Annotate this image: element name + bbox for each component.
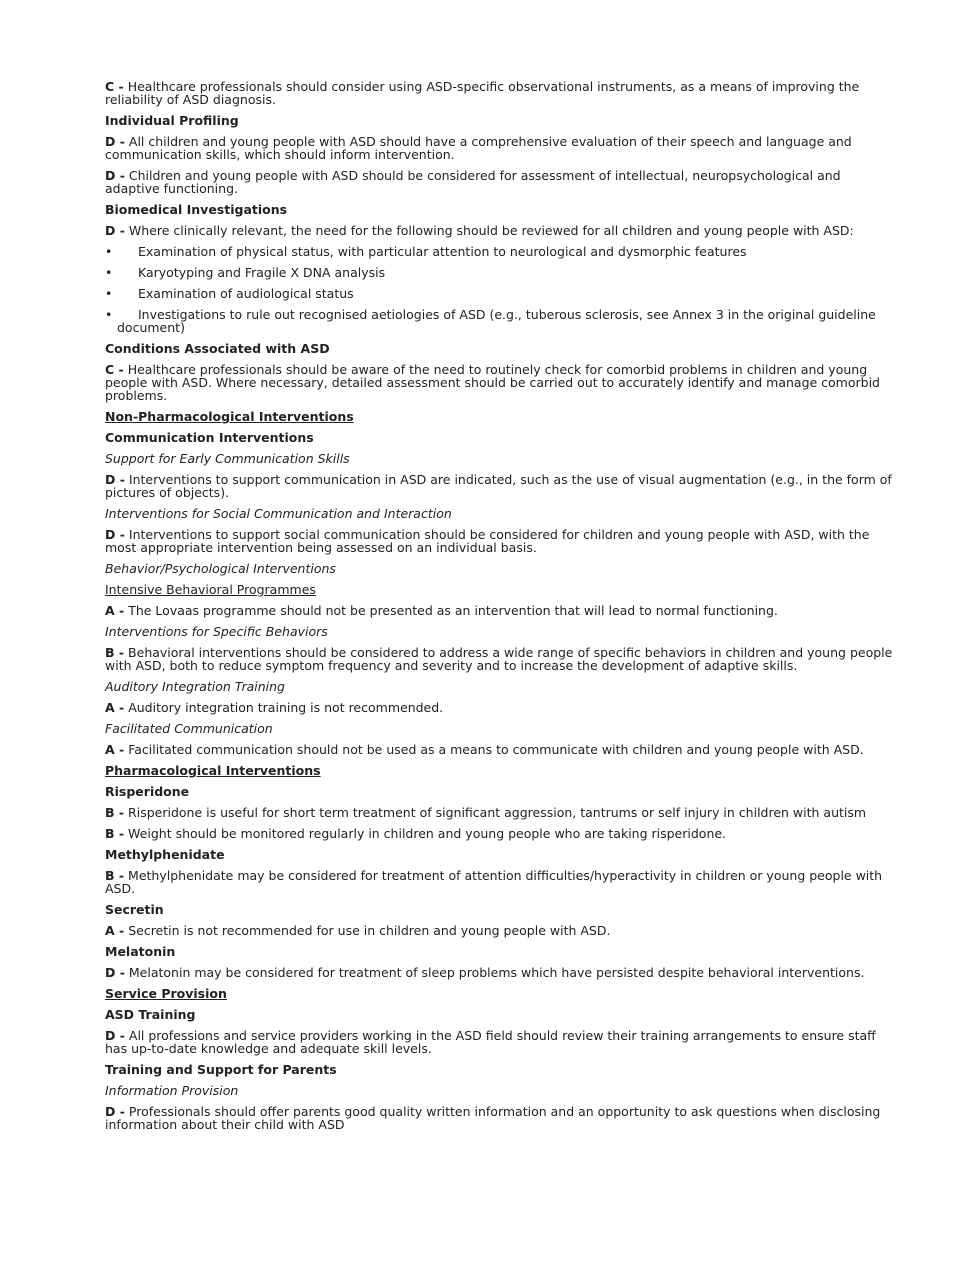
recommendation-paragraph [105,604,895,617]
major-section-heading: Pharmacological Interventions [105,763,321,778]
grade-label: D - [105,527,125,542]
recommendation-text: Interventions to support social communication should be considered for children and young people with ASD, with the most appropriate intervention being assessed on an individual basis. [105,527,870,555]
section-heading: Training and Support for Parents [105,1062,337,1077]
grade-label: C - [105,362,124,377]
section-heading: Conditions Associated with ASD [105,341,330,356]
list-item [105,287,895,300]
section-heading: Communication Interventions [105,430,314,445]
recommendation-text: Auditory integration training is not recommended. [124,700,444,715]
grade-label: B - [105,645,125,660]
bullet-icon: • [105,265,113,280]
recommendation-paragraph [105,743,895,756]
recommendation-paragraph [105,924,895,937]
list-item-text: Examination of audiological status [138,286,354,301]
major-section-heading: Service Provision [105,986,227,1001]
subsection-heading: Interventions for Specific Behaviors [105,624,328,639]
recommendation-text: Interventions to support communication in ASD are indicated, such as the use of visual augmentation (e.g., in the form of pictures of objects). [105,472,892,500]
list-item-text: Investigations to rule out recognised aetiologies of ASD (e.g., tuberous sclerosis, see Annex 3 in the original guideline document) [117,307,876,335]
bullet-icon: • [105,244,113,259]
grade-label: A - [105,603,125,618]
subsubsection-heading: Intensive Behavioral Programmes [105,582,316,597]
section-heading: Secretin [105,902,164,917]
recommendation-paragraph [105,869,895,895]
subsection-heading: Behavior/Psychological Interventions [105,561,336,576]
recommendation-paragraph [105,135,895,161]
subsection-heading: Interventions for Social Communication and Interaction [105,506,452,521]
list-item [105,266,895,279]
subsection-heading: Information Provision [105,1083,239,1098]
recommendation-text: Risperidone is useful for short term treatment of significant aggression, tantrums or self injury in children with autism [124,805,867,820]
recommendation-paragraph [105,806,895,819]
recommendation-text: All children and young people with ASD should have a comprehensive evaluation of their speech and language and communication skills, which should inform intervention. [105,134,852,162]
grade-label: A - [105,923,125,938]
subsection-heading: Facilitated Communication [105,721,273,736]
recommendation-text: Weight should be monitored regularly in children and young people who are taking risperidone. [124,826,727,841]
grade-label: D - [105,1028,125,1043]
recommendation-text: All professions and service providers working in the ASD field should review their training arrangements to ensure staff has up-to-date knowledge and adequate skill levels. [105,1028,876,1056]
grade-label: D - [105,472,125,487]
section-heading: Individual Profiling [105,113,239,128]
bullet-list [105,245,895,334]
grade-label: B - [105,868,125,883]
section-heading: Risperidone [105,784,190,799]
section-heading: Biomedical Investigations [105,202,288,217]
recommendation-text: Professionals should offer parents good quality written information and an opportunity to ask questions when disclosing information about their child with ASD [105,1104,881,1132]
grade-label: D - [105,1104,125,1119]
list-item-text: Examination of physical status, with particular attention to neurological and dysmorphic features [138,244,747,259]
recommendation-paragraph [105,80,895,106]
grade-label: C - [105,79,124,94]
list-item [105,245,895,258]
grade-label: D - [105,134,125,149]
grade-label: A - [105,742,125,757]
recommendation-text: Facilitated communication should not be used as a means to communicate with children and young people with ASD. [124,742,864,757]
section-heading: Melatonin [105,944,176,959]
recommendation-paragraph [105,1029,895,1055]
recommendation-text: Methylphenidate may be considered for treatment of attention difficulties/hyperactivity in children or young people with ASD. [105,868,883,896]
recommendation-text: Melatonin may be considered for treatment of sleep problems which have persisted despite behavioral interventions. [124,965,865,980]
grade-label: D - [105,965,125,980]
recommendation-text: Healthcare professionals should be aware of the need to routinely check for comorbid problems in children and young people with ASD. Where necessary, detailed assessment should be carried out to accurately identify and manage comorbid problems. [105,362,880,403]
recommendation-paragraph [105,1105,895,1131]
recommendation-text: Behavioral interventions should be considered to address a wide range of specific behaviors in children and young people with ASD, both to reduce symptom frequency and severity and to increase the development of adaptive skills. [105,645,893,673]
recommendation-paragraph [105,827,895,840]
major-section-heading: Non-Pharmacological Interventions [105,409,354,424]
bullet-icon: • [105,286,113,301]
recommendation-text: The Lovaas programme should not be presented as an intervention that will lead to normal functioning. [124,603,778,618]
recommendation-text: Where clinically relevant, the need for the following should be reviewed for all children and young people with ASD: [124,223,854,238]
recommendation-paragraph [105,224,895,237]
subsection-heading: Auditory Integration Training [105,679,285,694]
recommendation-paragraph [105,169,895,195]
grade-label: A - [105,700,125,715]
list-item-text: Karyotyping and Fragile X DNA analysis [138,265,386,280]
list-item [105,308,895,334]
recommendation-paragraph [105,528,895,554]
subsection-heading: Support for Early Communication Skills [105,451,350,466]
recommendation-paragraph [105,473,895,499]
recommendation-paragraph [105,646,895,672]
section-heading: Methylphenidate [105,847,225,862]
recommendation-paragraph [105,363,895,402]
recommendation-text: Children and young people with ASD should be considered for assessment of intellectual, neuropsychological and adaptive functioning. [105,168,841,196]
document-body [105,80,895,1139]
recommendation-paragraph [105,966,895,979]
recommendation-text: Healthcare professionals should consider using ASD-specific observational instruments, as a means of improving the reliability of ASD diagnosis. [105,79,860,107]
grade-label: B - [105,805,125,820]
recommendation-paragraph [105,701,895,714]
grade-label: D - [105,223,125,238]
recommendation-text: Secretin is not recommended for use in children and young people with ASD. [124,923,611,938]
section-heading: ASD Training [105,1007,196,1022]
grade-label: B - [105,826,125,841]
grade-label: D - [105,168,125,183]
bullet-icon: • [105,307,113,322]
